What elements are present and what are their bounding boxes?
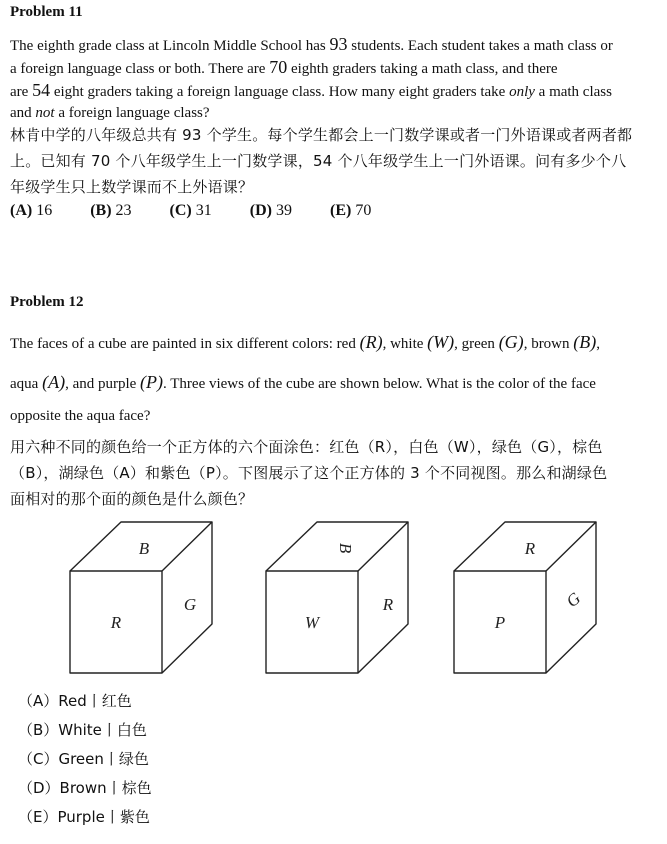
cube-2-side-label: R — [382, 595, 394, 614]
problem-12-chinese — [10, 434, 658, 512]
choice-d: (D) 39 — [249, 202, 292, 219]
p12-en-line-3: opposite the aqua face? — [10, 408, 151, 424]
p12-en-line-1: The faces of a cube are painted in six different colors: red (R), white (W), green (G), brown (B), — [10, 332, 600, 352]
p12-zh-line-3: 面相对的那个面的颜色是什么颜色？ — [10, 490, 254, 508]
cube-1-side-label: G — [183, 595, 197, 614]
problem-11-chinese — [10, 122, 658, 200]
cube-3-front-label: P — [494, 613, 506, 632]
p11-en-line-3: are 54 eight graders taking a foreign language class. How many eight graders take only a math class — [10, 80, 612, 100]
cube-3-top-label: R — [524, 539, 536, 558]
option-c: （C）Green丨绿色 — [18, 750, 149, 768]
cube-3-side-label: G — [562, 588, 585, 612]
option-e: （E）Purple丨紫色 — [18, 808, 150, 826]
p11-en-line-1: The eighth grade class at Lincoln Middle School has 93 students. Each student takes a math class or — [10, 34, 613, 54]
choice-b: (B) 23 — [90, 202, 132, 219]
option-b: （B）White丨白色 — [18, 721, 147, 739]
problem-11-english — [10, 34, 656, 124]
cube-1-front-label: R — [110, 613, 122, 632]
option-d: （D）Brown丨棕色 — [18, 779, 152, 797]
problem-11-heading: Problem 11 — [10, 4, 83, 20]
problem-11-choices — [10, 202, 405, 220]
p12-en-line-2: aqua (A), and purple (P). Three views of the cube are shown below. What is the color of the face — [10, 372, 596, 392]
cube-views — [64, 516, 624, 683]
cube-1-top-label: B — [138, 539, 150, 558]
p11-zh-line-2: 上。已知有 70 个八年级学生上一门数学课，54 个八年级学生上一门外语课。问有多少个八 — [10, 152, 627, 170]
choice-a: (A) 16 — [10, 202, 53, 219]
p11-zh-line-1: 林肯中学的八年级总共有 93 个学生。每个学生都会上一门数学课或者一门外语课或者两者都 — [10, 126, 633, 144]
cube-2-top-label: B — [336, 542, 355, 554]
option-a: （A）Red丨红色 — [18, 692, 132, 710]
p12-zh-line-1: 用六种不同的颜色给一个正方体的六个面涂色：红色（R），白色（W），绿色（G），棕色 — [10, 438, 603, 456]
choice-e: (E) 70 — [329, 202, 372, 219]
choice-c: (C) 31 — [169, 202, 212, 219]
p12-zh-line-2: （B），湖绿色（A）和紫色（P）。下图展示了这个正方体的 3 个不同视图。那么和湖绿色 — [10, 464, 608, 482]
cube-figure — [64, 516, 624, 678]
problem-12-options — [18, 688, 152, 833]
problem-12-heading: Problem 12 — [10, 294, 84, 310]
p11-zh-line-3: 年级学生只上数学课而不上外语课？ — [10, 178, 254, 196]
cube-2-front-label: W — [304, 613, 320, 632]
p11-en-line-4: and not a foreign language class? — [10, 105, 210, 121]
p11-en-line-2: a foreign language class or both. There are 70 eighth graders taking a math class, and there — [10, 57, 558, 77]
